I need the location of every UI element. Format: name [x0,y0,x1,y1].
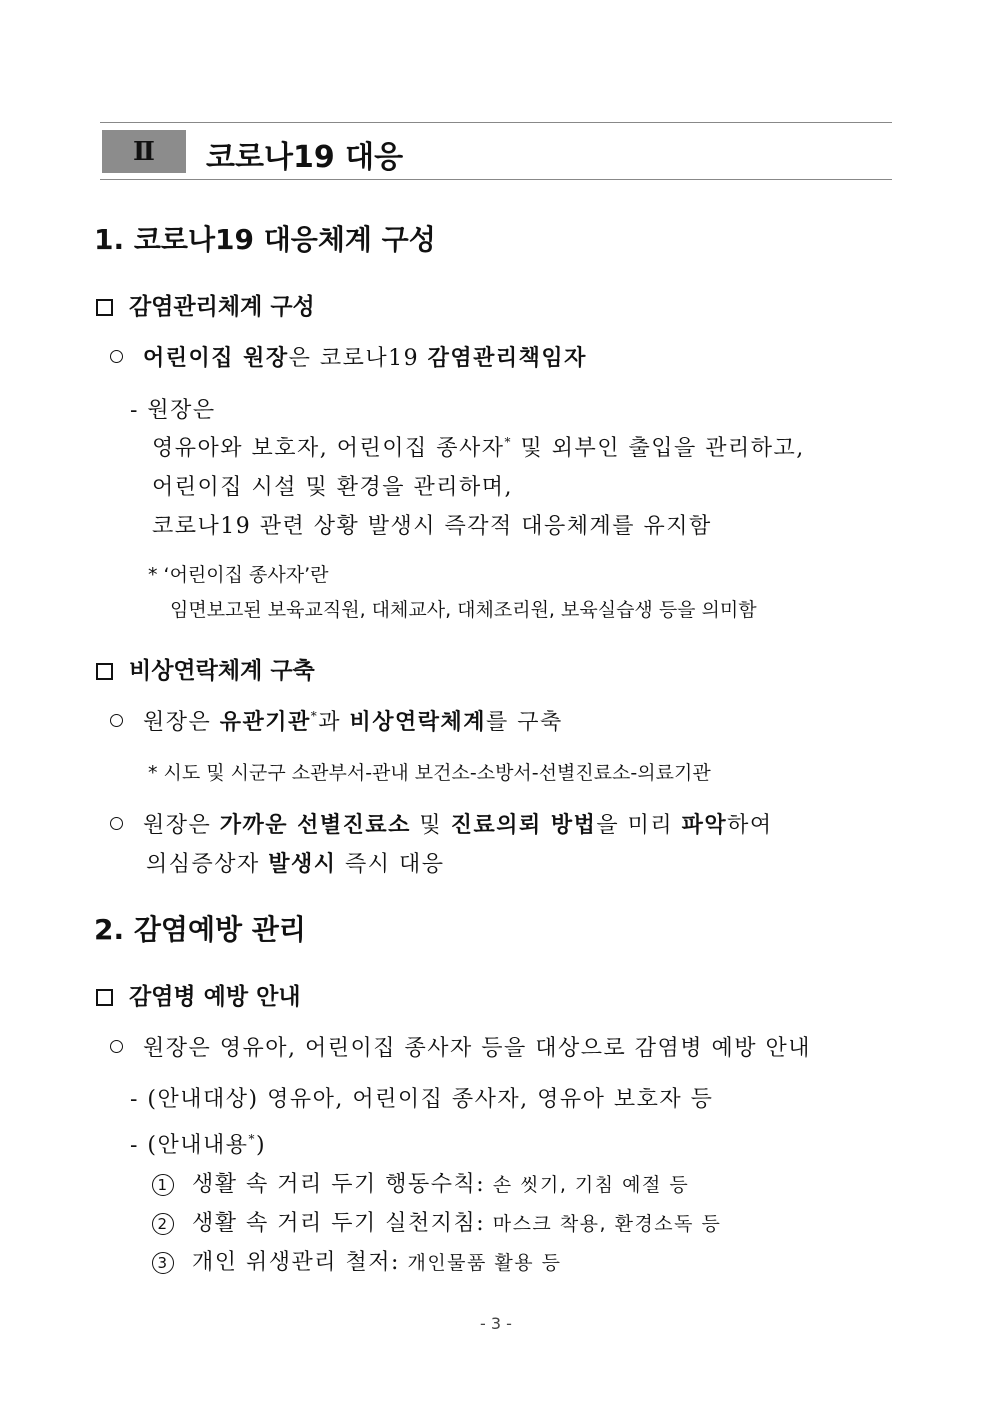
footnote-staff-desc: 임면보고된 보육교직원, 대체교사, 대체조리원, 보육실습생 등을 의미함 [170,599,757,621]
bullet-screening-clinic: 원장은 가까운 선별진료소 및 진료의뢰 방법을 미리 파악하여 [110,808,773,839]
content-item-2: 2 생활 속 거리 두기 실천지침: 마스크 착용, 환경소독 등 [152,1206,721,1237]
footnote-staff-title: * ‘어린이집 종사자’란 [148,564,329,586]
dash-director: - 원장은 [130,398,216,423]
subsection-infection-control [96,288,315,321]
chapter-bottom-rule [100,179,892,180]
checkbox-square-icon [96,989,113,1006]
circled-number-icon: 3 [152,1252,174,1274]
circled-number-icon: 2 [152,1213,174,1235]
section-2-heading: 2. 감염예방 관리 [94,913,306,946]
circled-number-icon: 1 [152,1174,174,1196]
subsection-emergency-contact [96,652,315,685]
director-line-3: 코로나19 관련 상황 발생시 즉각적 대응체계를 유지함 [152,514,712,539]
circle-bullet-icon [110,817,123,830]
subsection-title: 감염병 예방 안내 [129,983,301,1010]
content-item-3: 3 개인 위생관리 철저: 개인물품 활용 등 [152,1245,562,1276]
chapter-top-rule [100,122,892,123]
content-item-1: 1 생활 속 거리 두기 행동수칙: 손 씻기, 기침 예절 등 [152,1167,689,1198]
circle-bullet-icon [110,714,123,727]
chapter-number-box: Ⅱ [102,130,186,173]
page-number: - 3 - [480,1314,512,1333]
dash-target: - (안내대상) 영유아, 어린이집 종사자, 영유아 보호자 등 [130,1087,714,1112]
director-line-2: 어린이집 시설 및 환경을 관리하며, [152,475,513,500]
subsection-title: 비상연락체계 구축 [129,657,315,684]
subsection-prevention-guide [96,978,301,1011]
chapter-title: 코로나19 대응 [206,140,404,175]
checkbox-square-icon [96,663,113,680]
bullet-director-role: 어린이집 원장은 코로나19 감염관리책임자 [110,341,587,372]
checkbox-square-icon [96,299,113,316]
bullet-emergency-system: 원장은 유관기관*과 비상연락체계를 구축 [110,705,563,736]
subsection-title: 감염관리체계 구성 [129,293,315,320]
dash-content: - (안내내용*) [130,1132,267,1158]
footnote-related-agencies: * 시도 및 시군구 소관부서-관내 보건소-소방서-선별진료소-의료기관 [148,762,711,784]
bullet-prevention: 원장은 영유아, 어린이집 종사자 등을 대상으로 감염병 예방 안내 [110,1031,811,1062]
bullet-screening-clinic-line2: 의심증상자 발생시 즉시 대응 [146,851,445,877]
circle-bullet-icon [110,1040,123,1053]
director-line-1: 영유아와 보호자, 어린이집 종사자* 및 외부인 출입을 관리하고, [152,435,805,461]
section-1-heading: 1. 코로나19 대응체계 구성 [94,223,436,256]
circle-bullet-icon [110,350,123,363]
